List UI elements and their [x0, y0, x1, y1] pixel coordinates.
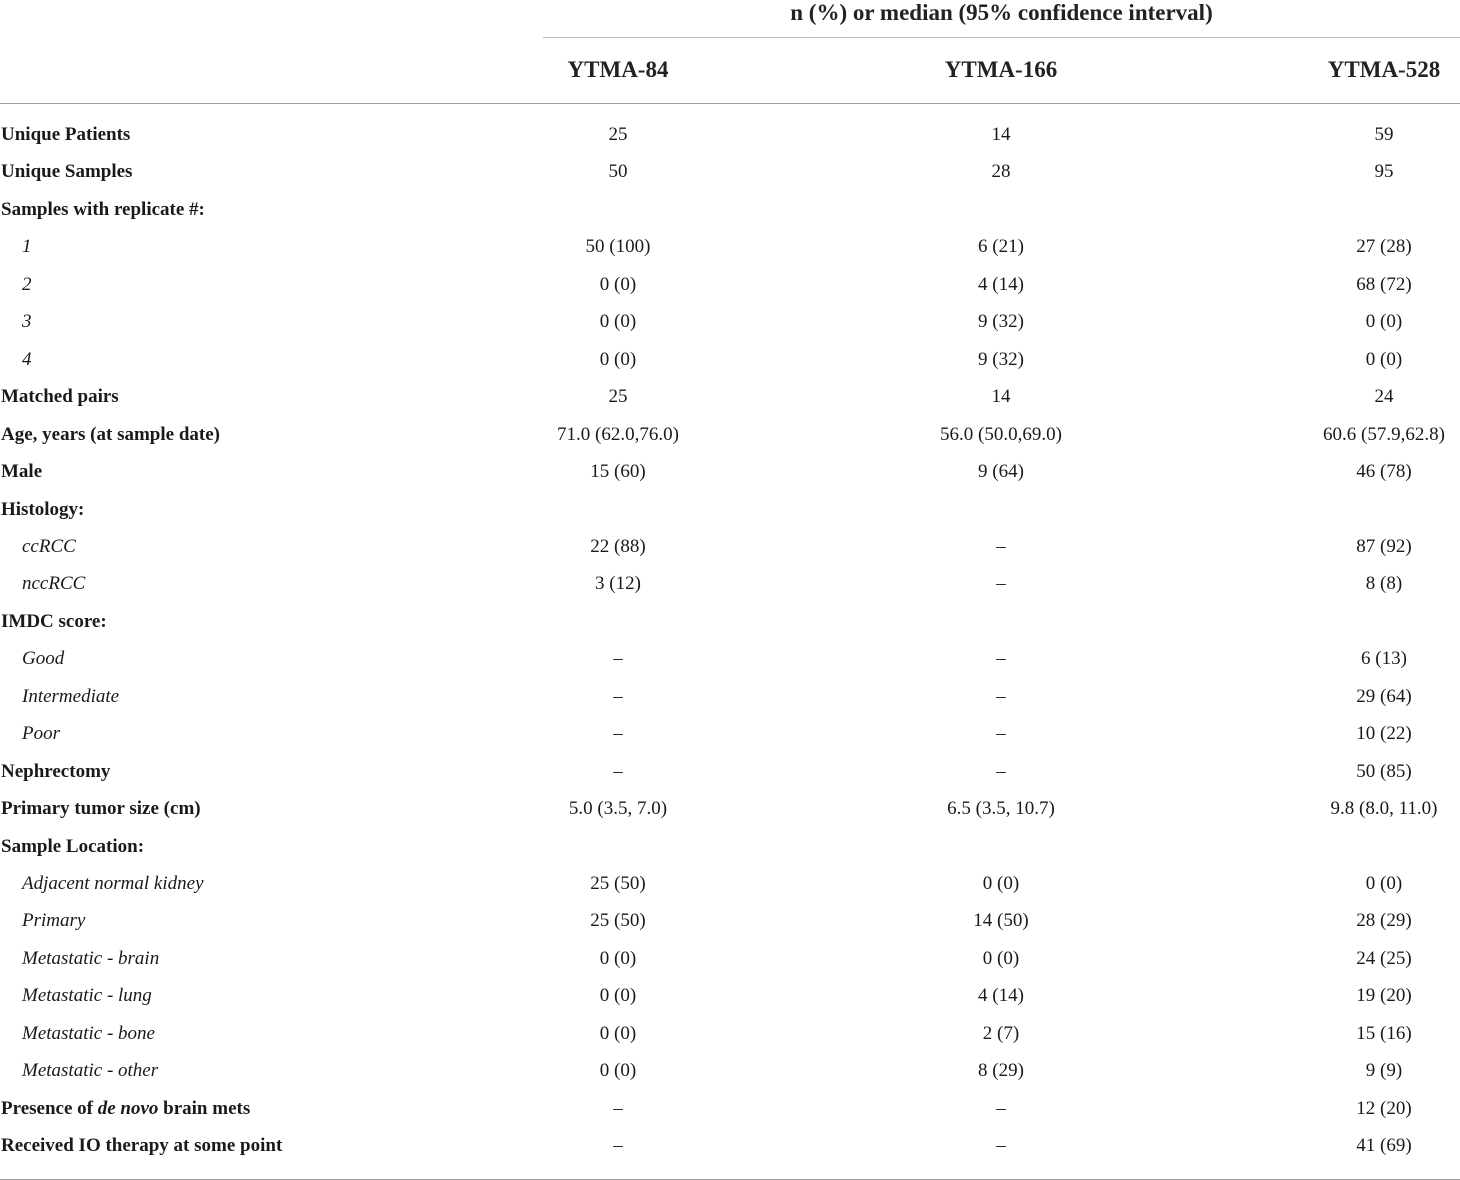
cell-ytma-166: 9 (64) [978, 461, 1024, 483]
row-label [1, 1090, 250, 1128]
cell-ytma-84: – [613, 685, 623, 707]
cell-ytma-166: – [996, 760, 1006, 782]
cell-ytma-166: 9 (32) [978, 311, 1024, 333]
row-label: Age, years (at sample date) [1, 423, 220, 445]
cell-ytma-166: 9 (32) [978, 348, 1024, 370]
cell-ytma-84: 3 (12) [595, 573, 641, 595]
table-row [0, 565, 1460, 603]
cell-ytma-84: 25 (50) [590, 910, 646, 932]
table-row [0, 116, 1460, 154]
row-label: Received IO therapy at some point [1, 1135, 283, 1157]
table-row [0, 790, 1460, 828]
table-row [0, 528, 1460, 566]
row-label: nccRCC [22, 573, 86, 595]
table-row [0, 678, 1460, 716]
row-label: Unique Patients [1, 124, 131, 145]
table-row [0, 603, 1460, 641]
cell-ytma-166: – [996, 573, 1006, 595]
cell-ytma-84: 25 (50) [590, 873, 646, 894]
cell-ytma-84: 15 (60) [590, 461, 646, 483]
cell-ytma-166: 28 [991, 161, 1011, 183]
cell-ytma-166: 2 (7) [982, 1022, 1020, 1044]
table-row [0, 491, 1460, 529]
cell-ytma-84: 0 (0) [599, 1022, 637, 1044]
row-label: Metastatic - lung [22, 985, 152, 1007]
row-label: Sample Location: [1, 835, 145, 857]
table-row [0, 640, 1460, 678]
cell-ytma-84: – [613, 723, 623, 745]
row-label-part: brain mets [158, 1097, 251, 1119]
row-label: 1 [22, 236, 32, 258]
table-row [0, 378, 1460, 416]
row-label: 3 [22, 311, 32, 333]
table-row [0, 266, 1460, 304]
cell-ytma-528: 59 [1374, 124, 1394, 145]
cell-ytma-528: 41 (69) [1356, 1135, 1412, 1157]
column-header-ytma-166: YTMA-166 [944, 57, 1058, 82]
cell-ytma-84: – [613, 648, 623, 670]
cell-ytma-528: 60.6 (57.9,62.8) [1323, 423, 1445, 445]
table-row [0, 416, 1460, 454]
table-row [0, 453, 1460, 491]
row-label: Primary [22, 910, 86, 932]
row-label: Intermediate [22, 685, 120, 707]
cell-ytma-528: 6 (13) [1361, 648, 1407, 670]
cell-ytma-528: 10 (22) [1356, 723, 1412, 745]
cell-ytma-84: 71.0 (62.0,76.0) [557, 423, 679, 445]
table-span-header: n (%) or median (95% confidence interval) [790, 0, 1213, 25]
table-row [0, 1090, 1460, 1128]
cell-ytma-528: 68 (72) [1356, 273, 1412, 295]
cell-ytma-166: 4 (14) [978, 273, 1024, 295]
cell-ytma-528: 46 (78) [1356, 461, 1412, 483]
cell-ytma-84: 25 [608, 386, 628, 408]
row-label: Adjacent normal kidney [22, 873, 204, 894]
cell-ytma-166: – [996, 723, 1006, 745]
row-label: 2 [22, 273, 32, 295]
cell-ytma-528: 50 (85) [1356, 760, 1412, 782]
table-row [0, 1015, 1460, 1053]
cell-ytma-166: 56.0 (50.0,69.0) [940, 423, 1062, 445]
cell-ytma-528: 0 (0) [1365, 311, 1403, 333]
cell-ytma-528: 29 (64) [1356, 685, 1412, 707]
cell-ytma-84: 50 (100) [585, 236, 651, 258]
cell-ytma-166: – [996, 1097, 1006, 1119]
table-row [0, 902, 1460, 940]
cell-ytma-528: 87 (92) [1356, 535, 1412, 557]
cell-ytma-84: 22 (88) [590, 535, 646, 557]
cell-ytma-166: 0 (0) [982, 873, 1020, 894]
row-label: Histology: [1, 498, 85, 520]
table-row [0, 977, 1460, 1015]
row-label-part: Presence of [1, 1097, 98, 1119]
cell-ytma-528: 9.8 (8.0, 11.0) [1330, 798, 1438, 820]
cell-ytma-84: 0 (0) [599, 273, 637, 295]
cell-ytma-84: – [613, 1097, 623, 1119]
column-header-ytma-84: YTMA-84 [567, 57, 669, 82]
cell-ytma-84: 25 [608, 124, 628, 145]
cell-ytma-166: 4 (14) [978, 985, 1024, 1007]
cell-ytma-166: – [996, 535, 1006, 557]
table-row [0, 715, 1460, 753]
row-label: ccRCC [22, 535, 76, 557]
cell-ytma-528: 95 [1374, 161, 1394, 183]
cell-ytma-528: 27 (28) [1356, 236, 1412, 258]
cell-ytma-166: 14 (50) [973, 910, 1029, 932]
cell-ytma-528: 12 (20) [1356, 1097, 1412, 1119]
cell-ytma-528: 19 (20) [1356, 985, 1412, 1007]
cell-ytma-84: – [613, 1135, 623, 1157]
column-header-ytma-528: YTMA-528 [1327, 57, 1441, 82]
row-label: Metastatic - other [22, 1060, 159, 1082]
row-label: 4 [22, 348, 32, 370]
cell-ytma-166: 14 [991, 386, 1011, 408]
row-label: Metastatic - brain [22, 947, 160, 969]
table-row [0, 828, 1460, 866]
cell-ytma-84: 0 (0) [599, 1060, 637, 1082]
table-row [0, 940, 1460, 978]
cell-ytma-528: 28 (29) [1356, 910, 1412, 932]
cell-ytma-166: 0 (0) [982, 947, 1020, 969]
cell-ytma-166: – [996, 1135, 1006, 1157]
table-row [0, 341, 1460, 379]
row-label: IMDC score: [1, 610, 107, 632]
cell-ytma-84: 0 (0) [599, 311, 637, 333]
table-row [0, 753, 1460, 791]
row-label: Good [22, 648, 65, 670]
table-row [0, 1052, 1460, 1090]
cell-ytma-528: 0 (0) [1365, 348, 1403, 370]
cell-ytma-84: 50 [608, 161, 628, 183]
cell-ytma-166: 8 (29) [978, 1060, 1024, 1082]
row-label: Nephrectomy [1, 760, 111, 782]
cell-ytma-166: 6 (21) [978, 236, 1024, 258]
cell-ytma-528: 9 (9) [1365, 1060, 1403, 1082]
row-label: Primary tumor size (cm) [1, 798, 201, 820]
table-row [0, 153, 1460, 191]
row-label: Metastatic - bone [22, 1022, 155, 1044]
cell-ytma-528: 15 (16) [1356, 1022, 1412, 1044]
header-bottom-rule [0, 103, 1460, 104]
row-label-emphasis: de novo [97, 1097, 159, 1119]
row-label: Samples with replicate #: [1, 198, 205, 220]
cell-ytma-166: 6.5 (3.5, 10.7) [947, 798, 1055, 820]
cell-ytma-528: 24 [1374, 386, 1394, 408]
cell-ytma-528: 0 (0) [1365, 873, 1403, 894]
row-label: Male [1, 461, 43, 483]
table-row [0, 191, 1460, 229]
cell-ytma-166: 14 [991, 124, 1011, 145]
cell-ytma-166: – [996, 648, 1006, 670]
cell-ytma-84: – [613, 760, 623, 782]
cell-ytma-528: 24 (25) [1356, 947, 1412, 969]
table-row [0, 865, 1460, 903]
cell-ytma-84: 5.0 (3.5, 7.0) [568, 798, 668, 820]
cell-ytma-528: 8 (8) [1365, 573, 1403, 595]
header-span-rule [543, 37, 1460, 38]
row-label: Poor [22, 723, 60, 745]
row-label: Matched pairs [1, 386, 119, 408]
table-row [0, 228, 1460, 266]
table-row [0, 303, 1460, 341]
cell-ytma-166: – [996, 685, 1006, 707]
cell-ytma-84: 0 (0) [599, 947, 637, 969]
cell-ytma-84: 0 (0) [599, 985, 637, 1007]
cell-ytma-84: 0 (0) [599, 348, 637, 370]
table-row [0, 1127, 1460, 1165]
row-label: Unique Samples [1, 161, 133, 183]
